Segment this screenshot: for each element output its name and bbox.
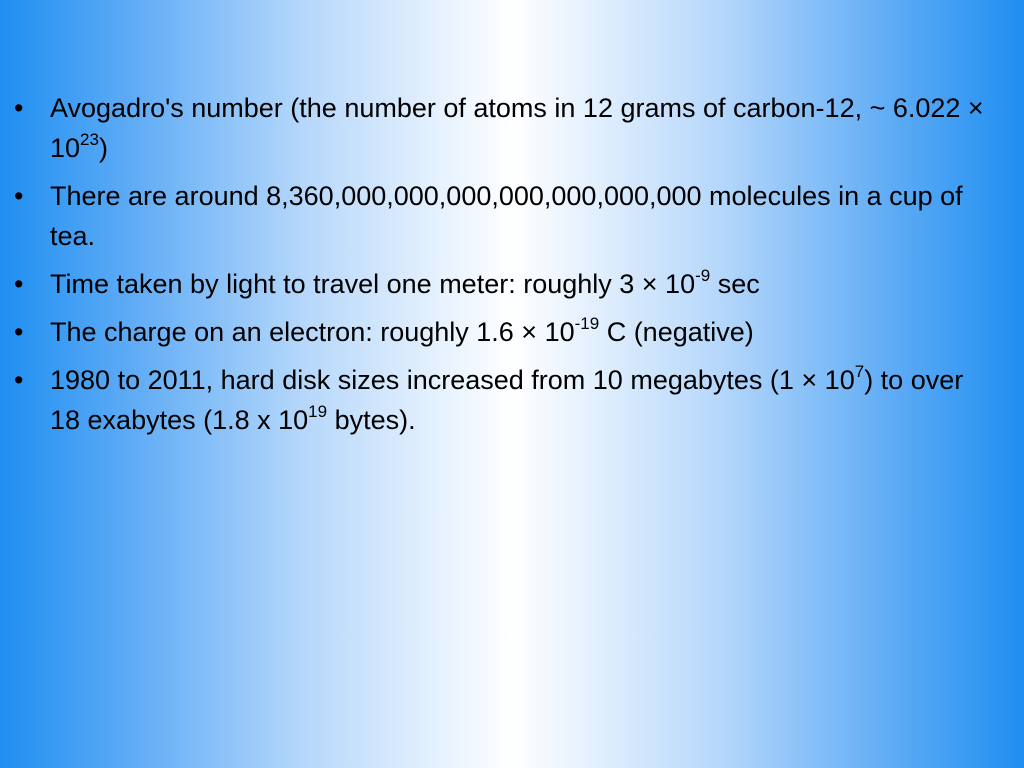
bullet-icon: • <box>14 93 24 123</box>
bullet-text: C (negative) <box>599 317 754 347</box>
superscript: 7 <box>854 362 865 381</box>
superscript: -9 <box>695 266 711 285</box>
bullet-item-electron-charge <box>14 312 994 352</box>
bullet-icon: • <box>14 269 24 299</box>
bullet-item-light-travel <box>14 264 994 304</box>
superscript: -19 <box>574 314 600 333</box>
bullet-list <box>14 88 994 448</box>
bullet-text: ) <box>98 133 108 163</box>
bullet-item-tea-molecules <box>14 176 994 256</box>
bullet-text: sec <box>710 269 760 299</box>
bullet-text: ) to over 18 exabytes (1.8 x 10 <box>50 365 964 435</box>
bullet-icon: • <box>14 181 24 211</box>
superscript: 23 <box>80 130 99 149</box>
bullet-icon: • <box>14 317 24 347</box>
bullet-text: There are around 8,360,000,000,000,000,000,000,000 molecules in a cup of tea. <box>50 181 963 251</box>
bullet-item-hard-disk <box>14 360 994 440</box>
bullet-text: 1980 to 2011, hard disk sizes increased from 10 megabytes (1 × 10 <box>50 365 855 395</box>
superscript: 19 <box>308 402 328 421</box>
bullet-text: Time taken by light to travel one meter: roughly 3 × 10 <box>50 269 696 299</box>
bullet-text: The charge on an electron: roughly 1.6 × 10 <box>50 317 575 347</box>
bullet-text: bytes). <box>327 405 416 435</box>
bullet-text: Avogadro's number (the number of atoms in 12 grams of carbon-12, ~ 6.022 × 10 <box>50 93 984 163</box>
bullet-icon: • <box>14 365 24 395</box>
bullet-item-avogadro <box>14 88 994 168</box>
